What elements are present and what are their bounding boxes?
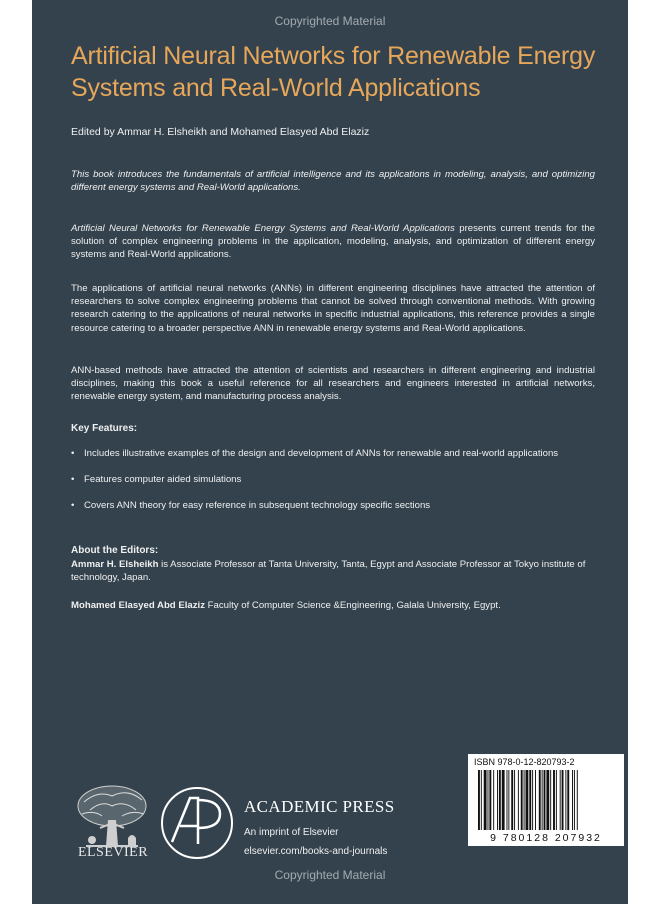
back-cover	[32, 0, 628, 904]
key-feature-item: • Includes illustrative examples of the design and development of ANNs for renewable and real-world applications	[71, 448, 559, 459]
bullet-icon: •	[71, 474, 75, 486]
watermark-top: Copyrighted Material	[274, 14, 386, 28]
editor-1-name: Ammar H. Elsheikh	[71, 559, 159, 570]
book-title: Artificial Neural Networks for Renewable Energy Systems and Real-World Applications	[71, 42, 596, 102]
editor-2-name: Mohamed Elasyed Abd Elaziz	[71, 600, 205, 611]
elsevier-wordmark: ELSEVIER	[77, 845, 149, 860]
publisher-imprint: An imprint of Elsevier	[244, 827, 339, 838]
description-paragraph-2: The applications of artificial neural networks (ANNs) in different engineering disciplines have attracted the attention of researchers to solve complex engineering problems that cannot be solved through conventional methods. With growing research catering to the applications of neural networks in specific industrial applications, this reference provides a single resource catering to a broader perspective ANN in renewable energy systems and Real-World applications.	[71, 283, 595, 334]
bullet-icon: •	[71, 448, 75, 459]
editors-line: Edited by Ammar H. Elsheikh and Mohamed Elasyed Abd Elaziz	[71, 126, 370, 138]
description-paragraph-1-text: presents current trends for the solution of complex engineering problems in the application, modeling, analysis, and optimization of different energy systems and Real-World applications.	[71, 223, 595, 261]
key-feature-item: • Features computer aided simulations	[71, 474, 242, 486]
publisher-name: ACADEMIC PRESS	[244, 797, 395, 816]
watermark-bottom: Copyrighted Material	[274, 868, 386, 882]
key-features-heading: Key Features:	[71, 423, 138, 434]
key-feature-item: • Covers ANN theory for easy reference in subsequent technology specific sections	[71, 500, 431, 512]
isbn-number: ISBN 978-0-12-820793-2	[474, 757, 575, 767]
description-paragraph-3: ANN-based methods have attracted the attention of scientists and researchers in different engineering and industrial disciplines, making this book a useful reference for all researchers and engineers interested in artificial networks, renewable energy system, and manufacturing process analysis.	[71, 365, 595, 403]
about-editors-heading: About the Editors:	[71, 545, 159, 556]
editor-1-bio: Ammar H. Elsheikh is Associate Professor at Tanta University, Tanta, Egypt and Associate Professor at Tokyo institute of technology, Japan.	[71, 559, 586, 584]
isbn-barcode	[468, 754, 624, 846]
book-title-italic: Artificial Neural Networks for Renewable Energy Systems and Real-World Applications	[71, 223, 455, 234]
intro-paragraph: This book introduces the fundamentals of artificial intelligence and its applications in modeling, analysis, and optimizing different energy systems and Real-World applications.	[71, 169, 595, 194]
editor-2-bio: Mohamed Elasyed Abd Elaziz Faculty of Computer Science &Engineering, Galala University, Egypt.	[71, 600, 501, 611]
key-features-list	[71, 447, 595, 513]
publisher-url: elsevier.com/books-and-journals	[244, 846, 388, 857]
barcode-digits: 9 780128 207932	[490, 832, 602, 844]
bullet-icon: •	[71, 500, 75, 512]
academic-press-logo	[158, 784, 236, 862]
description-paragraph-1	[71, 222, 595, 262]
